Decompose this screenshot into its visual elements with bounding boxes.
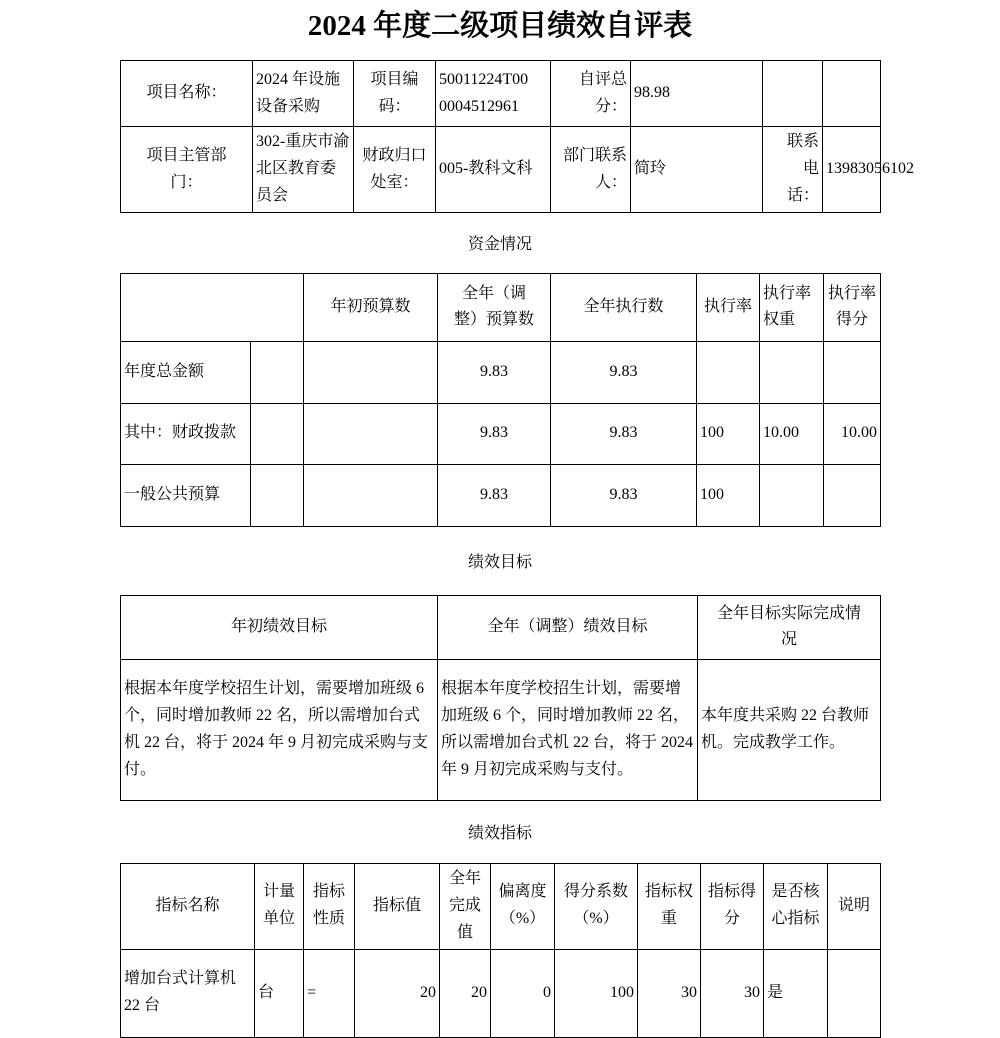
goals-content-row — [121, 659, 881, 800]
indicators-table — [120, 863, 881, 1038]
indicator-nature: = — [304, 949, 355, 1037]
ind-header-score: 指标得 分 — [701, 863, 764, 949]
initial-budget-value — [304, 403, 438, 464]
project-info-table — [120, 60, 914, 213]
funding-header-row — [121, 273, 881, 341]
ind-header-unit: 计量 单位 — [255, 863, 304, 949]
dept-value: 302-重庆市渝北区教育委员会 — [253, 127, 354, 213]
project-code-label: 项目编 码： — [354, 61, 436, 127]
funding-row-label: 一般公共预算 — [121, 464, 251, 526]
performance-self-evaluation-document — [0, 8, 1000, 1038]
section-title-goals: 绩效目标 — [467, 554, 532, 572]
project-name-label: 项目名称： — [121, 61, 253, 127]
funding-header-blank — [121, 273, 304, 341]
funding-header-executed: 全年执行数 — [551, 273, 697, 341]
indicator-completed: 20 — [440, 949, 491, 1037]
adjusted-budget-value: 9.83 — [438, 464, 551, 526]
page-title: 2024 年度二级项目绩效自评表 — [307, 10, 693, 42]
indicator-score: 30 — [701, 949, 764, 1037]
exec-rate-value: 100 — [697, 403, 760, 464]
phone-value: 13983056102 — [823, 127, 881, 213]
phone-label: 联系 电 话： — [763, 127, 823, 213]
indicator-unit: 台 — [255, 949, 304, 1037]
rate-score-value — [824, 464, 881, 526]
goals-header-actual: 全年目标实际完成情 况 — [698, 595, 881, 659]
finance-office-label: 财政归口 处室： — [354, 127, 436, 213]
actual-completion-text: 本年度共采购 22 台教师机。完成教学工作。 — [698, 659, 881, 800]
adjusted-budget-value: 9.83 — [438, 403, 551, 464]
initial-goal-text: 根据本年度学校招生计划，需要增加班级 6 个，同时增加教师 22 名，所以需增加台式机 22 台，将于 2024 年 9 月初完成采购与支付。 — [121, 659, 438, 800]
project-code-value: 50011224T00 0004512961 — [436, 61, 551, 127]
rate-weight-value: 10.00 — [760, 403, 824, 464]
adjusted-goal-text: 根据本年度学校招生计划，需要增加班级 6 个，同时增加教师 22 名，所以需增加台式机 22 台，将于 2024 年 9 月初完成采购与支付。 — [438, 659, 698, 800]
empty-cell — [251, 464, 304, 526]
indicator-note — [828, 949, 881, 1037]
funding-header-adjusted-budget: 全年（调 整）预算数 — [438, 273, 551, 341]
funding-row-fiscal — [121, 403, 881, 464]
empty-cell — [823, 61, 881, 127]
section-title-indicators: 绩效指标 — [467, 825, 532, 843]
ind-header-score-coef: 得分系数 （%） — [555, 863, 638, 949]
ind-header-is-core: 是否核 心指标 — [764, 863, 828, 949]
rate-weight-value — [760, 464, 824, 526]
executed-value: 9.83 — [551, 341, 697, 403]
indicator-target: 20 — [355, 949, 440, 1037]
indicator-score-coef: 100 — [555, 949, 638, 1037]
ind-header-target: 指标值 — [355, 863, 440, 949]
funding-header-initial-budget: 年初预算数 — [304, 273, 438, 341]
indicators-header-row — [121, 863, 881, 949]
empty-cell — [763, 61, 823, 127]
ind-header-deviation: 偏离度 （%） — [491, 863, 555, 949]
ind-header-completed: 全年 完成 值 — [440, 863, 491, 949]
empty-cell — [251, 403, 304, 464]
self-score-label: 自评总 分： — [551, 61, 631, 127]
table-row — [121, 61, 881, 127]
rate-score-value: 10.00 — [824, 403, 881, 464]
dept-label: 项目主管部 门： — [121, 127, 253, 213]
ind-header-note: 说明 — [828, 863, 881, 949]
evaluation-table — [120, 60, 914, 1037]
funding-row-general-budget — [121, 464, 881, 526]
ind-header-nature: 指标 性质 — [304, 863, 355, 949]
project-name-value: 2024 年设施设备采购 — [253, 61, 354, 127]
self-score-value: 98.98 — [631, 61, 763, 127]
executed-value: 9.83 — [551, 403, 697, 464]
funding-row-label: 其中：财政拨款 — [121, 403, 251, 464]
indicator-deviation: 0 — [491, 949, 555, 1037]
ind-header-weight: 指标权 重 — [638, 863, 701, 949]
executed-value: 9.83 — [551, 464, 697, 526]
contact-value: 简玲 — [631, 127, 763, 213]
rate-weight-value — [760, 341, 824, 403]
funding-row-total — [121, 341, 881, 403]
initial-budget-value — [304, 341, 438, 403]
goals-header-adjusted: 全年（调整）绩效目标 — [438, 595, 698, 659]
indicator-weight: 30 — [638, 949, 701, 1037]
table-row — [121, 127, 881, 213]
rate-score-value — [824, 341, 881, 403]
empty-cell — [251, 341, 304, 403]
goals-table — [120, 595, 881, 801]
contact-label: 部门联系 人： — [551, 127, 631, 213]
exec-rate-value — [697, 341, 760, 403]
funding-header-rate-weight: 执行率 权重 — [760, 273, 824, 341]
funding-row-label: 年度总金额 — [121, 341, 251, 403]
section-title-funding: 资金情况 — [467, 236, 532, 254]
indicator-name: 增加台式计算机 22 台 — [121, 949, 255, 1037]
adjusted-budget-value: 9.83 — [438, 341, 551, 403]
exec-rate-value: 100 — [697, 464, 760, 526]
funding-table — [120, 273, 881, 527]
goals-header-initial: 年初绩效目标 — [121, 595, 438, 659]
finance-office-value: 005-教科文科 — [436, 127, 551, 213]
funding-header-rate-score: 执行率 得分 — [824, 273, 881, 341]
goals-header-row — [121, 595, 881, 659]
indicator-row — [121, 949, 881, 1037]
initial-budget-value — [304, 464, 438, 526]
indicator-is-core: 是 — [764, 949, 828, 1037]
funding-header-exec-rate: 执行率 — [697, 273, 760, 341]
ind-header-name: 指标名称 — [121, 863, 255, 949]
